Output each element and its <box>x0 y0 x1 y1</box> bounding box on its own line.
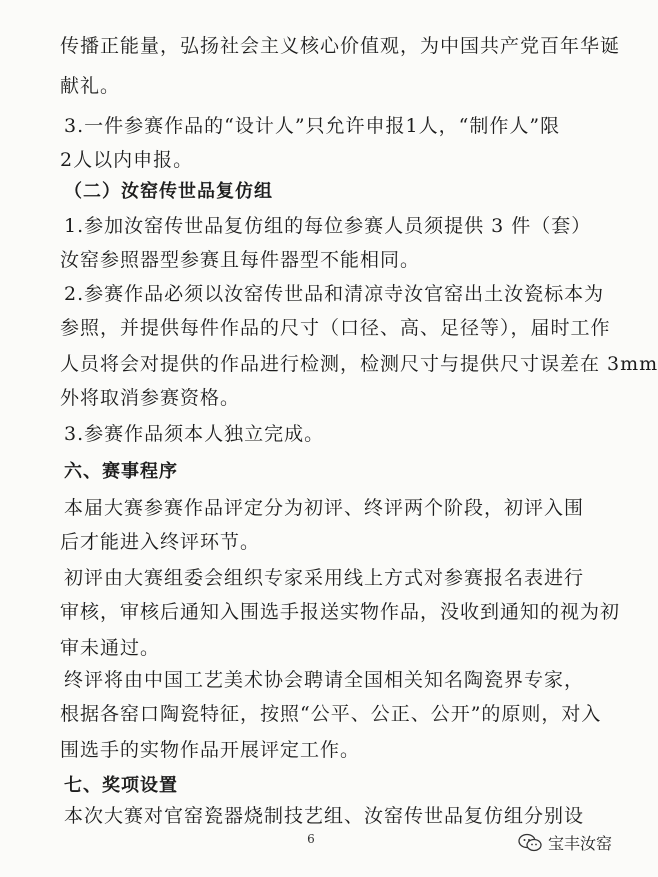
text-line: 3.一件参赛作品的“设计人”只允许申报1人，“制作人”限 <box>64 115 561 137</box>
text-line: 2人以内申报。 <box>60 149 194 171</box>
watermark-label: 宝丰汝窑 <box>547 834 612 853</box>
text-line: 3.参赛作品须本人独立完成。 <box>64 423 325 445</box>
text-line: 汝窑参照器型参赛且每件器型不能相同。 <box>60 249 421 271</box>
text-line: 本届大赛参赛作品评定分为初评、终评两个阶段，初评入围 <box>64 497 585 519</box>
text-line: 审未通过。 <box>60 637 161 659</box>
page-number: 6 <box>307 832 315 846</box>
wechat-watermark <box>518 831 612 854</box>
section-heading: 七、奖项设置 <box>64 775 178 796</box>
text-line: 传播正能量，弘扬社会主义核心价值观，为中国共产党百年华诞 <box>60 35 621 57</box>
text-line: 1.参加汝窑传世品复仿组的每位参赛人员须提供 3 件（套） <box>64 215 592 237</box>
text-line: 初评由大赛组委会组织专家采用线上方式对参赛报名表进行 <box>64 567 585 589</box>
text-line: 本次大赛对官窑瓷器烧制技艺组、汝窑传世品复仿组分别设 <box>64 805 585 827</box>
text-line: 后才能进入终评环节。 <box>60 531 261 553</box>
section-heading: （二）汝窑传世品复仿组 <box>64 181 273 202</box>
text-line: 审核，审核后通知入围选手报送实物作品，没收到通知的视为初 <box>60 601 621 623</box>
text-line: 外将取消参赛资格。 <box>60 387 241 409</box>
text-line: 2.参赛作品必须以汝窑传世品和清凉寺汝官窑出土汝瓷标本为 <box>64 283 605 305</box>
text-line: 根据各窑口陶瓷特征，按照“公平、公正、公开”的原则，对入 <box>60 703 602 725</box>
text-line: 终评将由中国工艺美术协会聘请全国相关知名陶瓷界专家， <box>64 669 585 691</box>
text-line: 参照，并提供每件作品的尺寸（口径、高、足径等），届时工作 <box>60 317 611 339</box>
text-line: 围选手的实物作品开展评定工作。 <box>60 739 361 761</box>
text-line: 人员将会对提供的作品进行检测，检测尺寸与提供尺寸误差在 3mm <box>60 353 658 375</box>
text-line: 献礼。 <box>60 75 121 97</box>
section-heading: 六、赛事程序 <box>64 461 178 482</box>
wechat-icon <box>518 833 542 853</box>
